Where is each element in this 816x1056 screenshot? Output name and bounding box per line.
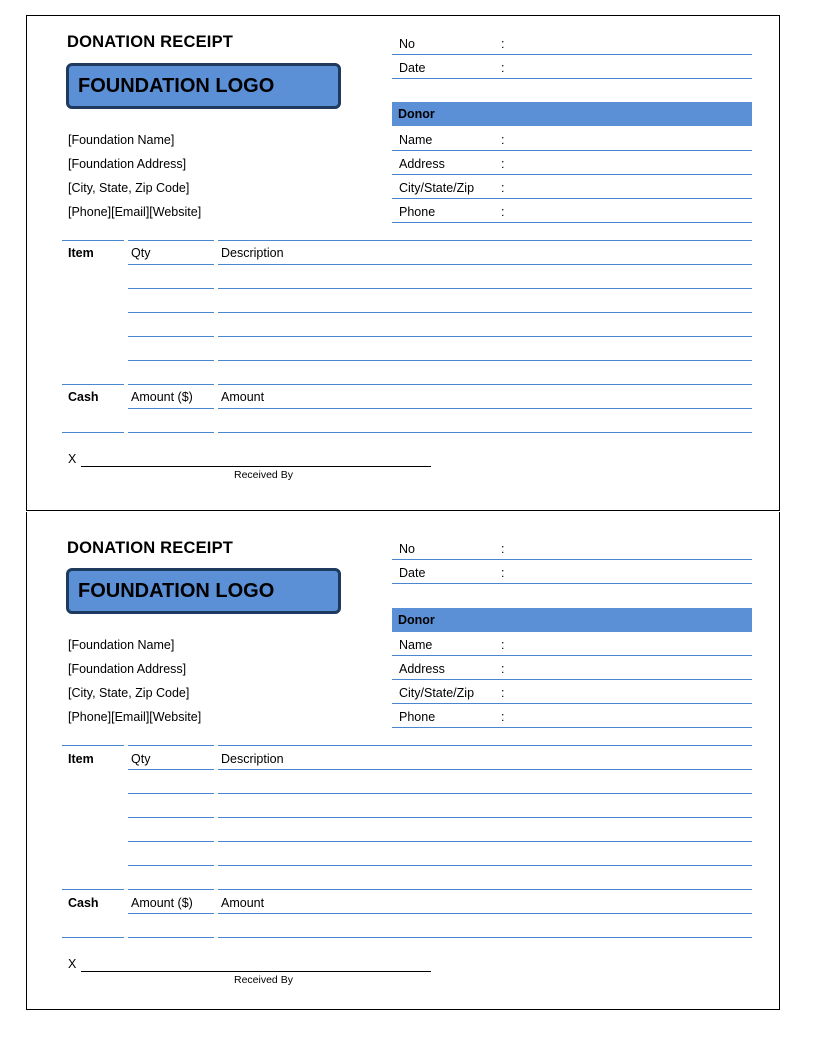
amount-line bbox=[218, 913, 752, 914]
donor-phone-colon: : bbox=[501, 710, 505, 724]
qty-row-2[interactable] bbox=[128, 288, 214, 289]
qty-row-2[interactable] bbox=[128, 793, 214, 794]
amount-usd-line bbox=[128, 913, 214, 914]
amount-usd-top-line bbox=[128, 384, 214, 385]
foundation-contact: [Phone][Email][Website] bbox=[68, 710, 202, 724]
received-by-label: Received By bbox=[234, 974, 293, 986]
donor-name-label: Name bbox=[399, 133, 433, 147]
donor-city-label: City/State/Zip bbox=[399, 686, 475, 700]
donor-header bbox=[392, 102, 752, 126]
amount-label: Amount bbox=[221, 390, 265, 404]
no-label: No bbox=[399, 542, 415, 556]
donor-name-field[interactable] bbox=[392, 150, 752, 151]
donor-header-label: Donor bbox=[398, 107, 435, 121]
amount-usd-line bbox=[128, 408, 214, 409]
amount-usd-field[interactable] bbox=[128, 432, 214, 433]
donor-address-field[interactable] bbox=[392, 679, 752, 680]
description-label: Description bbox=[221, 752, 284, 766]
desc-row-1[interactable] bbox=[218, 769, 752, 770]
donor-phone-field[interactable] bbox=[392, 222, 752, 223]
amount-line bbox=[218, 408, 752, 409]
item-top-line bbox=[62, 240, 124, 241]
foundation-address: [Foundation Address] bbox=[68, 157, 187, 171]
qty-row-1[interactable] bbox=[128, 769, 214, 770]
qty-top-line bbox=[128, 745, 214, 746]
amount-label: Amount bbox=[221, 896, 265, 910]
desc-row-1[interactable] bbox=[218, 264, 752, 265]
desc-row-4[interactable] bbox=[218, 336, 752, 337]
donor-header-label: Donor bbox=[398, 613, 435, 627]
foundation-logo bbox=[66, 63, 341, 109]
donor-header bbox=[392, 608, 752, 632]
amount-usd-top-line bbox=[128, 889, 214, 890]
amount-top-line bbox=[218, 889, 752, 890]
donation-receipt-1 bbox=[26, 15, 780, 511]
qty-top-line bbox=[128, 240, 214, 241]
item-top-line bbox=[62, 745, 124, 746]
cash-field[interactable] bbox=[62, 937, 124, 938]
desc-top-line bbox=[218, 240, 752, 241]
donor-city-field[interactable] bbox=[392, 198, 752, 199]
qty-row-3[interactable] bbox=[128, 817, 214, 818]
donor-address-label: Address bbox=[399, 662, 445, 676]
cash-field[interactable] bbox=[62, 432, 124, 433]
logo-text: FOUNDATION LOGO bbox=[78, 579, 275, 602]
desc-row-3[interactable] bbox=[218, 817, 752, 818]
qty-row-4[interactable] bbox=[128, 841, 214, 842]
donor-phone-label: Phone bbox=[399, 205, 436, 219]
amount-usd-label: Amount ($) bbox=[131, 390, 193, 404]
desc-row-2[interactable] bbox=[218, 288, 752, 289]
qty-row-4[interactable] bbox=[128, 336, 214, 337]
item-label: Item bbox=[68, 752, 94, 766]
foundation-contact: [Phone][Email][Website] bbox=[68, 205, 202, 219]
date-label: Date bbox=[399, 61, 426, 75]
qty-row-5[interactable] bbox=[128, 865, 214, 866]
amount-top-line bbox=[218, 384, 752, 385]
date-label: Date bbox=[399, 566, 426, 580]
date-field[interactable] bbox=[392, 583, 752, 584]
signature-line[interactable] bbox=[81, 971, 431, 972]
signature-x: X bbox=[68, 957, 77, 971]
qty-label: Qty bbox=[131, 246, 151, 260]
donor-city-label: City/State/Zip bbox=[399, 181, 475, 195]
donor-address-colon: : bbox=[501, 662, 505, 676]
foundation-city: [City, State, Zip Code] bbox=[68, 686, 190, 700]
donor-phone-label: Phone bbox=[399, 710, 436, 724]
foundation-name: [Foundation Name] bbox=[68, 638, 175, 652]
donor-address-field[interactable] bbox=[392, 174, 752, 175]
foundation-name: [Foundation Name] bbox=[68, 133, 175, 147]
signature-line[interactable] bbox=[81, 466, 431, 467]
no-field[interactable] bbox=[392, 559, 752, 560]
desc-row-4[interactable] bbox=[218, 841, 752, 842]
donor-name-field[interactable] bbox=[392, 655, 752, 656]
date-field[interactable] bbox=[392, 78, 752, 79]
received-by-label: Received By bbox=[234, 469, 293, 481]
donor-address-colon: : bbox=[501, 157, 505, 171]
amount-field[interactable] bbox=[218, 432, 752, 433]
no-field[interactable] bbox=[392, 54, 752, 55]
receipt-title: DONATION RECEIPT bbox=[67, 539, 234, 557]
donor-phone-field[interactable] bbox=[392, 727, 752, 728]
no-colon: : bbox=[501, 542, 505, 556]
donor-city-colon: : bbox=[501, 181, 505, 195]
qty-label: Qty bbox=[131, 752, 151, 766]
cash-top-line bbox=[62, 889, 124, 890]
qty-row-1[interactable] bbox=[128, 264, 214, 265]
amount-field[interactable] bbox=[218, 937, 752, 938]
foundation-logo bbox=[66, 568, 341, 614]
no-label: No bbox=[399, 37, 415, 51]
date-colon: : bbox=[501, 566, 505, 580]
foundation-city: [City, State, Zip Code] bbox=[68, 181, 190, 195]
logo-text: FOUNDATION LOGO bbox=[78, 74, 275, 97]
foundation-address: [Foundation Address] bbox=[68, 662, 187, 676]
no-colon: : bbox=[501, 37, 505, 51]
item-label: Item bbox=[68, 246, 94, 260]
donor-phone-colon: : bbox=[501, 205, 505, 219]
cash-top-line bbox=[62, 384, 124, 385]
desc-top-line bbox=[218, 745, 752, 746]
description-label: Description bbox=[221, 246, 284, 260]
receipt-title: DONATION RECEIPT bbox=[67, 33, 234, 51]
donor-city-field[interactable] bbox=[392, 703, 752, 704]
donor-name-colon: : bbox=[501, 133, 505, 147]
desc-row-5[interactable] bbox=[218, 360, 752, 361]
qty-row-5[interactable] bbox=[128, 360, 214, 361]
signature-x: X bbox=[68, 452, 77, 466]
desc-row-3[interactable] bbox=[218, 312, 752, 313]
cash-label: Cash bbox=[68, 896, 99, 910]
desc-row-2[interactable] bbox=[218, 793, 752, 794]
donor-name-colon: : bbox=[501, 638, 505, 652]
donor-city-colon: : bbox=[501, 686, 505, 700]
cash-label: Cash bbox=[68, 390, 99, 404]
desc-row-5[interactable] bbox=[218, 865, 752, 866]
amount-usd-label: Amount ($) bbox=[131, 896, 193, 910]
donation-receipt-2 bbox=[26, 512, 780, 1010]
qty-row-3[interactable] bbox=[128, 312, 214, 313]
date-colon: : bbox=[501, 61, 505, 75]
donor-name-label: Name bbox=[399, 638, 433, 652]
donor-address-label: Address bbox=[399, 157, 445, 171]
amount-usd-field[interactable] bbox=[128, 937, 214, 938]
